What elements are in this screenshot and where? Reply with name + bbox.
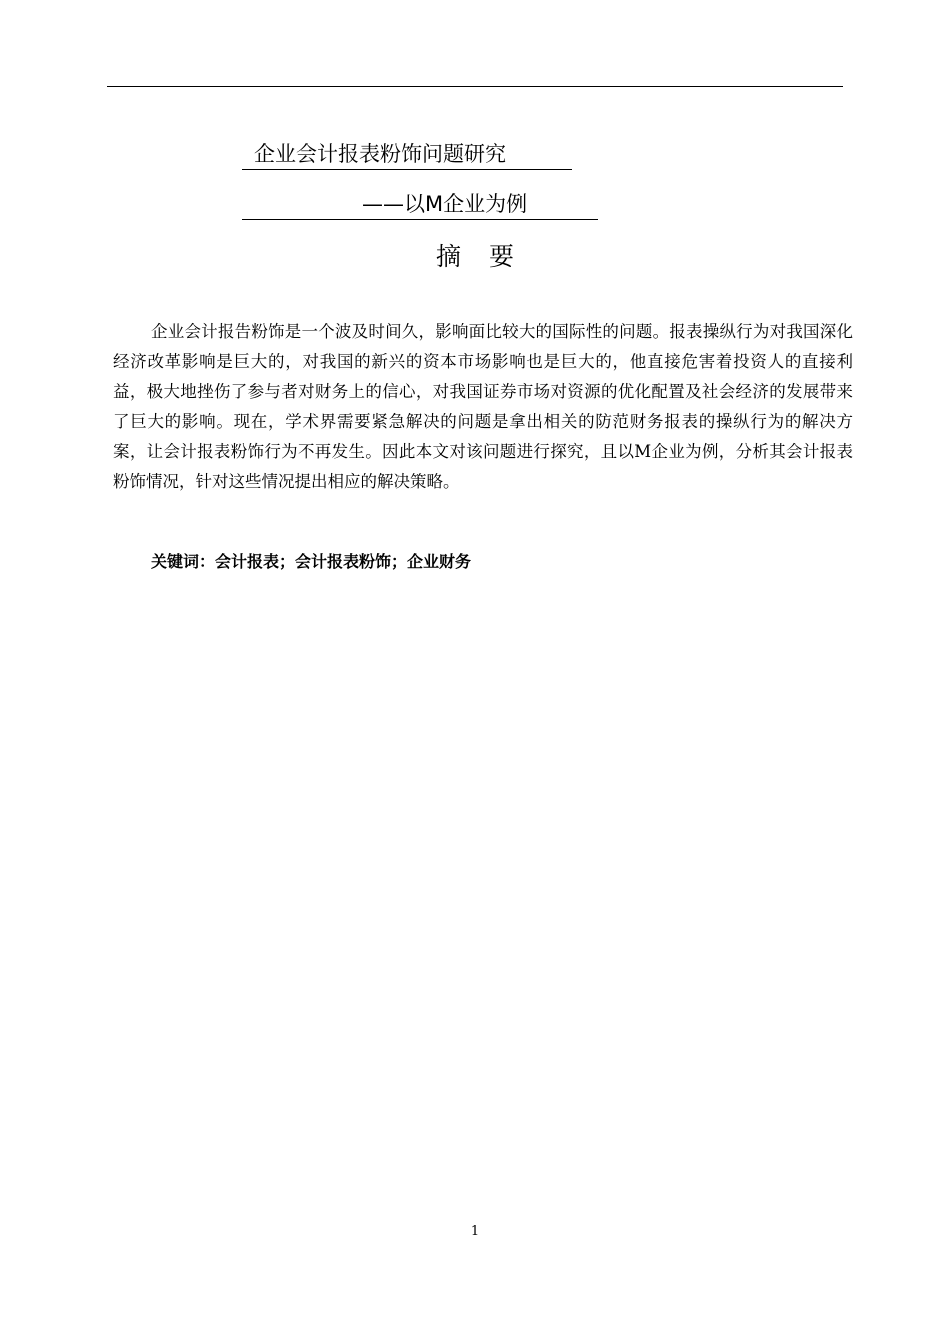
thesis-subtitle: ——以M企业为例 [242, 190, 598, 220]
thesis-title: 企业会计报表粉饰问题研究 [242, 140, 572, 170]
keywords-line: 关键词：会计报表；会计报表粉饰；企业财务 [151, 552, 472, 571]
abstract-heading: 摘要 [435, 242, 542, 271]
abstract-body: 企业会计报告粉饰是一个波及时间久，影响面比较大的国际性的问题。报表操纵行为对我国深化经济改革影响是巨大的，对我国的新兴的资本市场影响也是巨大的，他直接危害着投资人的直接利益，极大地挫伤了参与者对财务上的信心，对我国证券市场对资源的优化配置及社会经济的发展带来了巨大的影响。现在，学术界需要紧急解决的问题是拿出相关的防范财务报表的操纵行为的解决方案，让会计报表粉饰行为不再发生。因此本文对该问题进行探究，且以M企业为例，分析其会计报表粉饰情况，针对这些情况提出相应的解决策略。 [113, 322, 853, 491]
page-number: 1 [470, 1224, 480, 1239]
header-rule [107, 86, 843, 87]
